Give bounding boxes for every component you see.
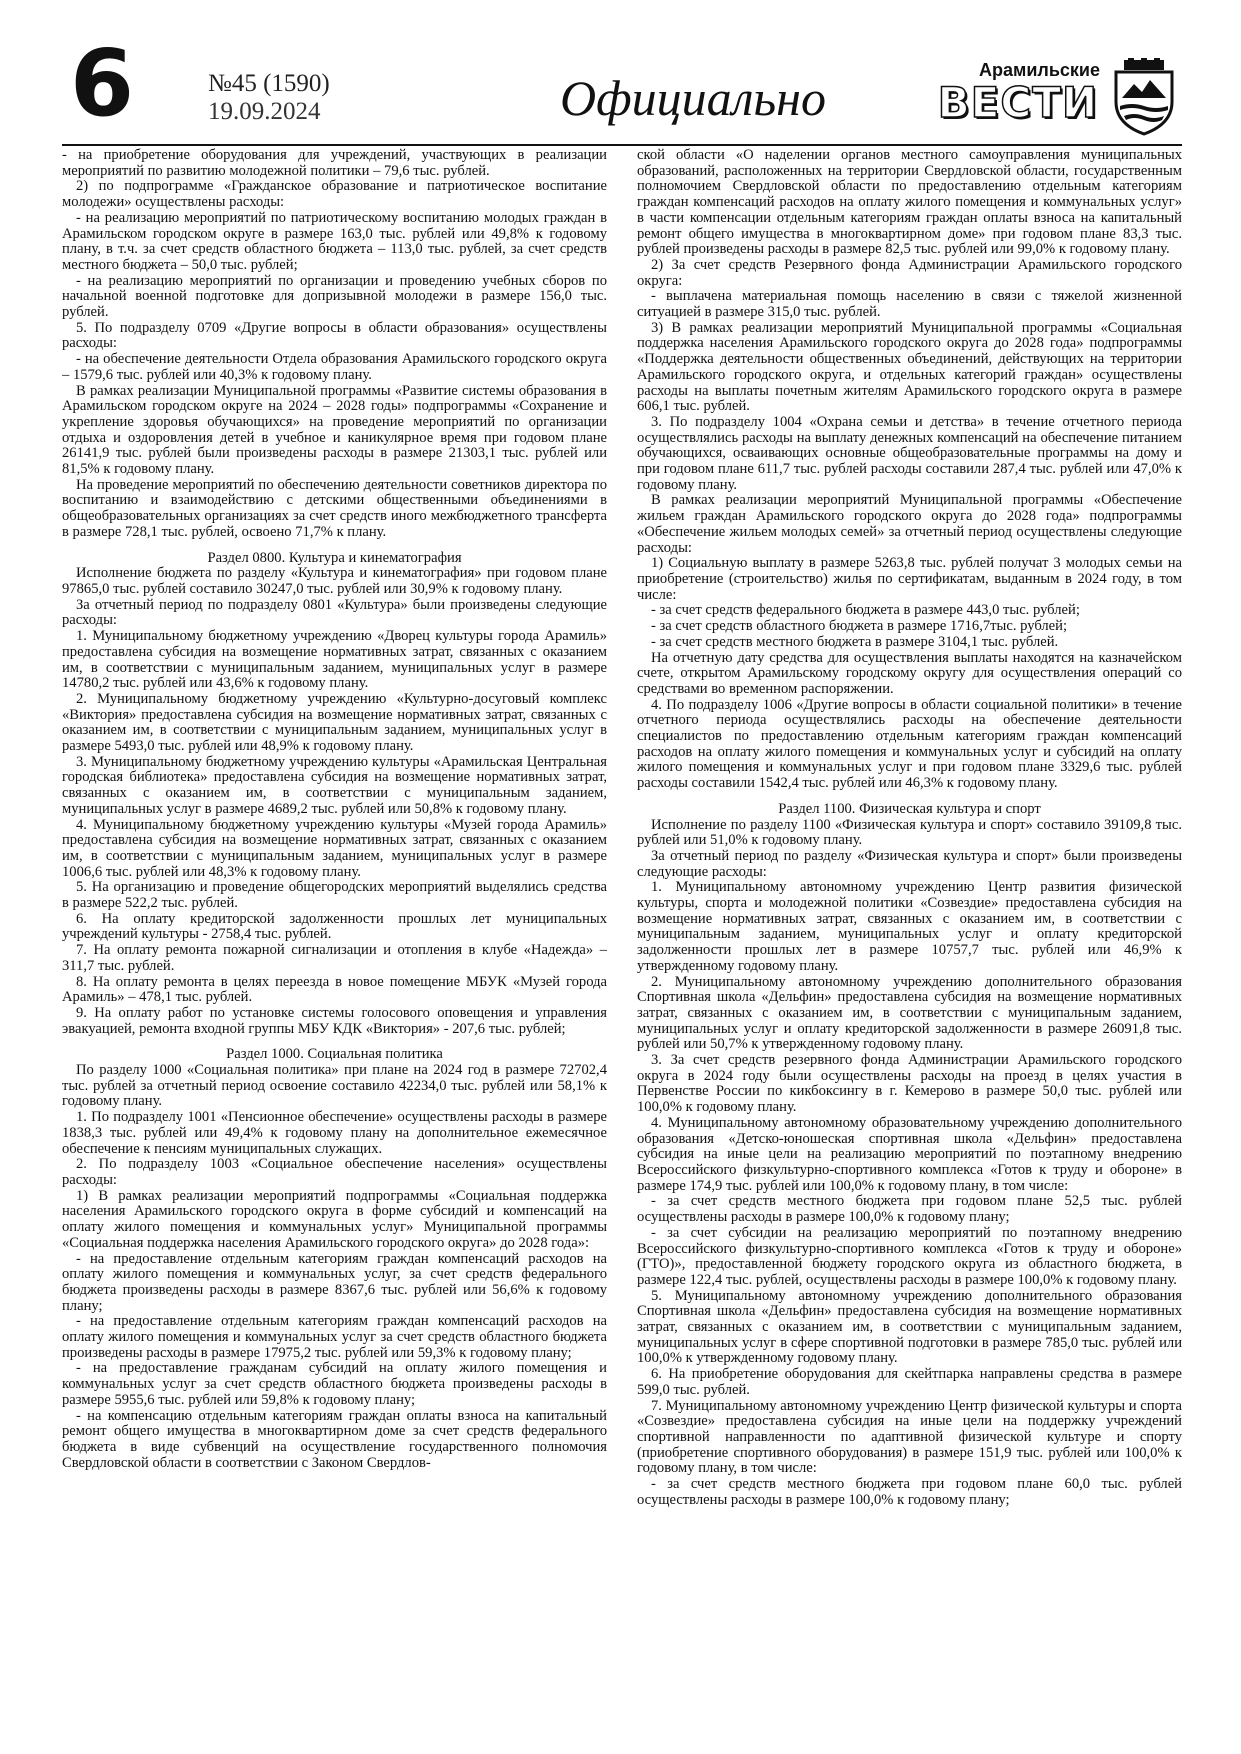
paragraph: - за счет средств местного бюджета при годовом плане 60,0 тыс. рублей осуществлены расходы в размере 100,0% к годовому плану; — [637, 1476, 1182, 1508]
paragraph: 1. Муниципальному бюджетному учреждению «Дворец культуры города Арамиль» предоставлена субсидия на возмещение нормативных затрат, связанных с оказанием им, в соответствии с муниципальным заданием, муниципальных услуг в размере 14780,2 тыс. рублей или 43,6% к годовому плану. — [62, 628, 607, 692]
issue-number: №45 (1590) — [208, 70, 330, 97]
paragraph: - за счет средств федерального бюджета в размере 443,0 тыс. рублей; — [651, 602, 1080, 619]
paragraph: 3) В рамках реализации мероприятий Муниципальной программы «Социальная поддержка населения Арамильского городского округа до 2028 года» подпрограммы «Поддержка деятельности общественных объединений, действующих на территории Арамильского городского округа, и отдельных категорий граждан» осуществлены расходы на выплаты почетным жителям Арамильского городского округа в размере 606,1 тыс. рублей. — [637, 319, 1182, 415]
paragraph: 3. За счет средств резервного фонда Администрации Арамильского городского округа в 2024 году были осуществлены расходы на проезд в целях участия в Первенстве России по кикбоксингу в г. Кемерово в размере 50,0 тыс. рублей или 100,0% к годовому плану. — [637, 1052, 1182, 1116]
paragraph: 2) За счет средств Резервного фонда Администрации Арамильского городского округа: — [637, 256, 1182, 289]
section-heading: Раздел 1100. Физическая культура и спорт — [778, 800, 1041, 817]
paragraph: - на реализацию мероприятий по организации и проведению учебных сборов по начальной военной подготовке для допризывной молодежи в размере 156,0 тыс. рублей. — [62, 272, 607, 321]
paragraph: Исполнение по разделу 1100 «Физическая культура и спорт» составило 39109,8 тыс. рублей или 51,0% к годовому плану. — [637, 816, 1182, 849]
article-columns — [62, 148, 1182, 1728]
paragraph: 5. Муниципальному автономному учреждению дополнительного образования Спортивная школа «Дельфин» предоставлена субсидия на возмещение нормативных затрат, связанных с оказанием им, в соответствии с муниципальным заданием, муниципальных услуг в сфере спортивной подготовки в размере 785,0 тыс. рублей или 100,0% к утвержденному годовому плану. — [637, 1287, 1182, 1367]
paragraph: - на предоставление отдельным категориям граждан компенсаций расходов на оплату жилого помещения и коммунальных услуг, за счет средств федерального бюджета произведены расходы в размере 8367,6 тыс. рублей или 56,6% к годовому плану; — [62, 1250, 607, 1314]
paragraph: - на приобретение оборудования для учреждений, участвующих в реализации мероприятий по развитию молодежной политики – 79,6 тыс. рублей. — [62, 148, 607, 179]
page-number: 6 — [70, 30, 135, 137]
logo-top-text: Арамильские — [979, 60, 1100, 80]
paragraph: ской области «О наделении органов местного самоуправления муниципальных образований, расположенных на территории Свердловской области, государственным полномочием Свердловской области по предоставлению отдельным категориям граждан компенсаций расходов на оплату жилого помещения и коммунальных услуг» в части компенсации отдельным категориям граждан оплаты взноса на капитальный ремонт общего имущества в многоквартирном доме» при годовом плане 83,3 тыс. рублей произведены расходы в размере 82,5 тыс. рублей или 99,0% к годовому плану. — [637, 148, 1182, 258]
paragraph: - за счет средств областного бюджета в размере 1716,7тыс. рублей; — [651, 618, 1068, 635]
paragraph: 1) Социальную выплату в размере 5263,8 тыс. рублей получат 3 молодых семьи на приобретение (строительство) жилья по сертификатам, выданным в 2024 году, в том числе: — [637, 555, 1182, 603]
paragraph: 1. Муниципальному автономному учреждению Центр развития физической культуры, спорта и молодежной политики «Созвездие» предоставлена субсидия на возмещение нормативных затрат, связанных с оказанием им, в соответствии с муниципальным заданием, муниципальных услуг и оплату кредиторской задолженности прошлых лет в размере 10757,7 тыс. рублей или 46,9% к утвержденному годовому плану. — [637, 879, 1182, 974]
paragraph: В рамках реализации мероприятий Муниципальной программы «Обеспечение жильем граждан Арамильского городского округа до 2028 года» подпрограммы «Обеспечение жильем молодых семей» за отчетный период осуществлены следующие расходы: — [637, 492, 1182, 556]
paragraph: За отчетный период по разделу «Физическая культура и спорт» были произведены следующие расходы: — [637, 847, 1182, 880]
logo-main-text: ВЕСТИ — [937, 78, 1098, 127]
paragraph: 2) по подпрограмме «Гражданское образование и патриотическое воспитание молодежи» осуществлены расходы: — [62, 178, 607, 211]
paragraph: - на компенсацию отдельным категориям граждан оплаты взноса на капитальный ремонт общего имущества в многоквартирном доме за счет средств федерального бюджета в виде субвенций на осуществление государственного полномочия Свердловской области в соответствии с Законом Свердлов- — [62, 1407, 607, 1471]
paragraph: 5. На организацию и проведение общегородских мероприятий выделялись средства в размере 522,2 тыс. рублей. — [62, 879, 607, 912]
left-column — [62, 148, 607, 1728]
paragraph: - за счет средств местного бюджета в размере 3104,1 тыс. рублей. — [651, 633, 1059, 650]
issue-date: 19.09.2024 — [208, 98, 321, 125]
paragraph: 6. На оплату кредиторской задолженности прошлых лет муниципальных учреждений культуры - 2758,4 тыс. рублей. — [62, 910, 607, 943]
paragraph: - на реализацию мероприятий по патриотическому воспитанию молодых граждан в Арамильском городском округе в размере 163,0 тыс. рублей или 49,8% к годовому плану, в т.ч. за счет средств областного бюджета – 113,0 тыс. рублей, за счет средств местного бюджета – 50,0 тыс. рублей; — [62, 209, 607, 273]
paragraph: 7. Муниципальному автономному учреждению Центр физической культуры и спорта «Созвездие» предоставлена субсидия на иные цели на поддержку учреждений спортивной направленности по адаптивной физической культуре и спорту (приобретение спортивного оборудования) в размере 151,9 тыс. рублей или 100,0% к годовому плану, в том числе: — [637, 1397, 1182, 1477]
paragraph: За отчетный период по подразделу 0801 «Культура» были произведены следующие расходы: — [62, 596, 607, 629]
paragraph: 8. На оплату ремонта в целях переезда в новое помещение МБУК «Музей города Арамиль» – 478,1 тыс. рублей. — [62, 973, 607, 1006]
paragraph: 1) В рамках реализации мероприятий подпрограммы «Социальная поддержка населения Арамильского городского округа в форме субсидий и компенсаций на оплату жилого помещения и коммунальных услуг» Муниципальной программы «Социальная поддержка населения Арамильского городского округа» до 2028 года»: — [62, 1187, 607, 1251]
paragraph: 4. Муниципальному автономному образовательному учреждению дополнительного образования «Детско-юношеская спортивная школа «Дельфин» предоставлена субсидия на иные цели на реализацию мероприятий по поэтапному внедрению Всероссийского физкультурно-спортивного комплекса «Готов к труду и обороне» в размере 174,9 тыс. рублей или 100,0% к годовому плану, в том числе: — [637, 1114, 1182, 1194]
paragraph: 9. На оплату работ по установке системы голосового оповещения и управления эвакуацией, ремонта входной группы МБУ КДК «Виктория» - 207,6 тыс. рублей; — [62, 1004, 607, 1037]
paragraph: На проведение мероприятий по обеспечению деятельности советников директора по воспитанию и взаимодействию с детскими общественными объединениями в общеобразовательных организациях за счет средств иного межбюджетного трансферта в размере 728,1 тыс. рублей, освоено 71,7% к плану. — [62, 476, 607, 540]
paragraph: На отчетную дату средства для осуществления выплаты находятся на казначейском счете, открытом Арамильскому городскому округу для осуществления операций со средствами во временном распоряжении. — [637, 649, 1182, 697]
paragraph: - на обеспечение деятельности Отдела образования Арамильского городского округа – 1579,6 тыс. рублей или 40,3% к годовому плану. — [62, 351, 607, 383]
paragraph: 2. По подразделу 1003 «Социальное обеспечение населения» осуществлены расходы: — [62, 1156, 607, 1188]
paragraph: 1. По подразделу 1001 «Пенсионное обеспечение» осуществлены расходы в размере 1838,3 тыс. рублей или 49,4% к годовому плану на дополнительное ежемесячное обеспечение к пенсиям муниципальных служащих. — [62, 1109, 607, 1157]
arms-crest-icon — [1112, 58, 1176, 136]
paragraph: Исполнение бюджета по разделу «Культура и кинематография» при годовом плане 97865,0 тыс. рублей составило 30247,0 тыс. рублей или 30,9% к годовому плану. — [62, 565, 607, 597]
section-title: Официально — [560, 70, 826, 126]
paragraph: 7. На оплату ремонта пожарной сигнализации и отопления в клубе «Надежда» – 311,7 тыс. рублей. — [62, 942, 607, 974]
paragraph: - за счет средств местного бюджета при годовом плане 52,5 тыс. рублей осуществлены расходы в размере 100,0% к годовому плану; — [637, 1193, 1182, 1226]
paragraph: 4. По подразделу 1006 «Другие вопросы в области социальной политики» в течение отчетного периода осуществлялись расходы на обеспечение деятельности специалистов по предоставлению отдельным категориям граждан компенсаций расходов на оплату жилого помещения и коммунальных услуг и субсидий на оплату жилого помещения и коммунальных услуг и при годовом плане 3329,6 тыс. рублей расходы составили 1542,4 тыс. рублей или 46,3% к годовому плану. — [637, 696, 1182, 792]
paragraph: 4. Муниципальному бюджетному учреждению культуры «Музей города Арамиль» предоставлена субсидия на возмещение нормативных затрат, связанных с оказанием им, в соответствии с муниципальным заданием, муниципальных услуг в размере 1006,6 тыс. рублей или 48,3% к годовому плану. — [62, 816, 607, 880]
paragraph: 5. По подразделу 0709 «Другие вопросы в области образования» осуществлены расходы: — [62, 319, 607, 352]
page-header — [62, 30, 1182, 146]
paragraph: - на предоставление гражданам субсидий на оплату жилого помещения и коммунальных услуг за счет средств областного бюджета произведены расходы в размере 5955,6 тыс. рублей или 59,8% к годовому плану; — [62, 1360, 607, 1408]
paragraph: 2. Муниципальному автономному учреждению дополнительного образования Спортивная школа «Дельфин» предоставлена субсидия на возмещение нормативных затрат, связанных с оказанием им, в соответствии с муниципальным заданием, муниципальных услуг и оплату кредиторской задолженности в размере 26091,8 тыс. рублей или 50,7% к утвержденному годовому плану. — [637, 973, 1182, 1053]
paragraph: В рамках реализации Муниципальной программы «Развитие системы образования в Арамильском городском округе на 2024 – 2028 годы» подпрограммы «Сохранение и укрепление здоровья обучающихся» на проведение мероприятий по организации отдыха и оздоровления детей в учебное и каникулярное время при годовом плане 26141,9 тыс. рублей были произведены расходы в размере 21303,1 тыс. рублей или 81,5% к годовому плану. — [62, 382, 607, 478]
paragraph: 6. На приобретение оборудования для скейтпарка направлены средства в размере 599,0 тыс. рублей. — [637, 1366, 1182, 1398]
newspaper-logo — [937, 56, 1182, 138]
paragraph: - выплачена материальная помощь населению в связи с тяжелой жизненной ситуацией в размере 315,0 тыс. рублей. — [637, 288, 1182, 321]
newspaper-page — [62, 30, 1182, 1728]
paragraph: По разделу 1000 «Социальная политика» при плане на 2024 год в размере 72702,4 тыс. рублей за отчетный период освоение составило 42234,0 тыс. рублей или 58,1% к годовому плану. — [62, 1062, 607, 1110]
paragraph: 3. Муниципальному бюджетному учреждению культуры «Арамильская Центральная городская библиотека» предоставлена субсидия на возмещение нормативных затрат, связанных с оказанием им, в соответствии с муниципальным заданием, муниципальных услуг в размере 4689,2 тыс. рублей или 50,8% к годовому плану. — [62, 753, 607, 817]
paragraph: - за счет субсидии на реализацию мероприятий по поэтапному внедрению Всероссийского физкультурно-спортивного комплекса «Готов к труду и обороне» (ГТО)», предоставленной бюджету городского округа из областного бюджета, в размере 122,4 тыс. рублей, осуществлены расходы в размере 100,0% к годовому плану. — [637, 1224, 1182, 1288]
right-column — [637, 148, 1182, 1728]
paragraph: 3. По подразделу 1004 «Охрана семьи и детства» в течение отчетного периода осуществлялись расходы на выплату денежных компенсаций на обеспечение питанием обучающихся, осваивающих основные общеобразовательные программы на дому и при годовом плане 611,7 тыс. рублей расходы составили 287,4 тыс. рублей или 47,0% к годовому плану. — [637, 413, 1182, 493]
section-heading: Раздел 1000. Социальная политика — [226, 1046, 443, 1063]
paragraph: 2. Муниципальному бюджетному учреждению «Культурно-досуговый комплекс «Виктория» предоставлена субсидия на возмещение нормативных затрат, связанных с оказанием им, в соответствии с муниципальным заданием, муниципальных услуг в размере 5493,0 тыс. рублей или 48,9% к годовому плану. — [62, 690, 607, 755]
paragraph: - на предоставление отдельным категориям граждан компенсаций расходов на оплату жилого помещения и коммунальных услуг за счет средств областного бюджета произведены расходы в размере 17975,2 тыс. рублей или 59,3% к годовому плану; — [62, 1313, 607, 1361]
section-heading: Раздел 0800. Культура и кинематография — [207, 549, 462, 566]
